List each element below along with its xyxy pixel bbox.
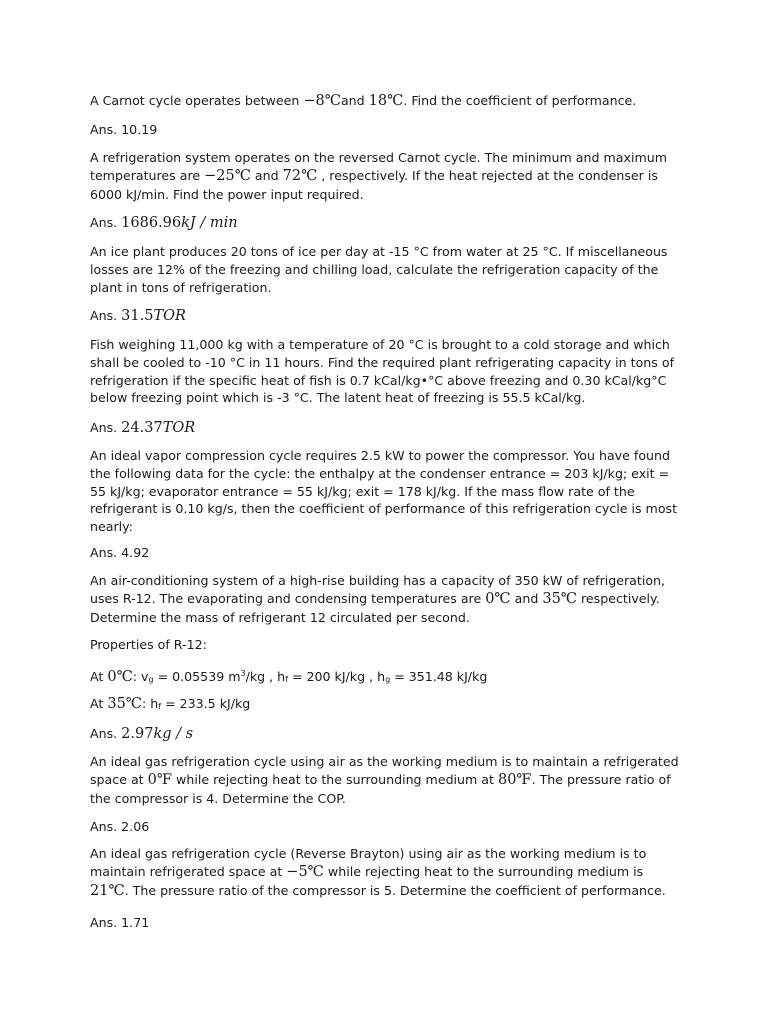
problem-1-answer: Ans. 10.19 <box>90 122 158 137</box>
problem-5-question: An ideal vapor compression cycle requires 2.5 kW to power the compressor. You have found the following data for the cycle: the enthalpy at the condenser entrance = 203 kJ/kg; exit = 55 kJ/kg; evaporator entrance = 55 kJ/kg; exit = 178 kJ/kg. If the mass flow rate of the refrigerant is 0.10 kg/s, then the coefficient of performance of this refrigeration cycle is most nearly: <box>90 448 678 535</box>
math-temp-low: −8℃ <box>303 93 341 109</box>
problem-8-answer: Ans. 1.71 <box>90 915 150 930</box>
problem-7-question: An ideal gas refrigeration cycle using air as the working medium is to maintain a refrigerated space at 0℉ while rejecting heat to the surrounding medium at 80℉. The pressure ratio of the compressor is 4. Determine the COP. <box>90 754 679 806</box>
problem-5-answer: Ans. 4.92 <box>90 545 150 560</box>
property-line-35c: At 35℃: $h_f = 233.5$ kJ/kg <box>90 696 251 712</box>
math-temp-surround: 80℉ <box>497 771 532 788</box>
math-temp-high: 18℃ <box>368 93 404 109</box>
problem-3-answer: Ans. 31.5TOR <box>90 308 186 324</box>
math-temp-cond: 35℃ <box>542 590 578 607</box>
math-temp-min: −25℃ <box>204 167 251 184</box>
math-temp-evap: 0℃ <box>485 590 511 607</box>
problem-7-answer: Ans. 2.06 <box>90 819 150 834</box>
math-temp-space: 0℉ <box>147 771 173 788</box>
problem-1-question: A Carnot cycle operates between −8℃and 18℃. Find the coefficient of performance. <box>90 93 637 109</box>
problem-6-answer: Ans. 2.97kg / s <box>90 726 194 742</box>
properties-title: Properties of R-12: <box>90 637 207 652</box>
problem-4-question: Fish weighing 11,000 kg with a temperature of 20 °C is brought to a cold storage and which shall be cooled to -10 °C in 11 hours. Find the required plant refrigerating capacity in tons of refrigeration if the specific heat of fish is 0.7 kCal/kg•°C above freezing and 0.30 kCal/kg°C below freezing point which is -3 °C. The latent heat of freezing is 55.5 kCal/kg. <box>90 337 674 406</box>
problem-8-question: An ideal gas refrigeration cycle (Reverse Brayton) using air as the working medium is to maintain refrigerated space at −5℃ while rejecting heat to the surrounding medium is 21℃. The pressure ratio of the compressor is 5. Determine the coefficient of performance. <box>90 846 666 899</box>
problem-3-question: An ice plant produces 20 tons of ice per day at -15 °C from water at 25 °C. If miscellaneous losses are 12% of the freezing and chilling load, calculate the refrigeration capacity of the plant in tons of refrigeration. <box>90 244 668 295</box>
property-line-0c: At 0℃: $v_g = 0.05539$ $m^3/kg$ , $h_f = 200$ kJ/kg , $h_g = 351.48$ kJ/kg <box>90 669 488 685</box>
math-temp-max: 72℃ <box>282 167 318 184</box>
math-temp-surround: 21℃ <box>90 882 125 899</box>
problem-2-question: A refrigeration system operates on the reversed Carnot cycle. The minimum and maximum temperatures are −25℃ and 72℃ , respectively. If the heat rejected at the condenser is 6000 kJ/min. Find the power input required. <box>90 150 667 202</box>
problem-6-question: An air-conditioning system of a high-rise building has a capacity of 350 kW of refrigeration, uses R-12. The evaporating and condensing temperatures are 0℃ and 35℃ respectively. Determine the mass of refrigerant 12 circulated per second. <box>90 573 666 625</box>
problem-4-answer: Ans. 24.37TOR <box>90 420 196 436</box>
math-temp-space: −5℃ <box>286 863 324 880</box>
problem-2-answer: Ans. 1686.96kJ / min <box>90 215 238 231</box>
